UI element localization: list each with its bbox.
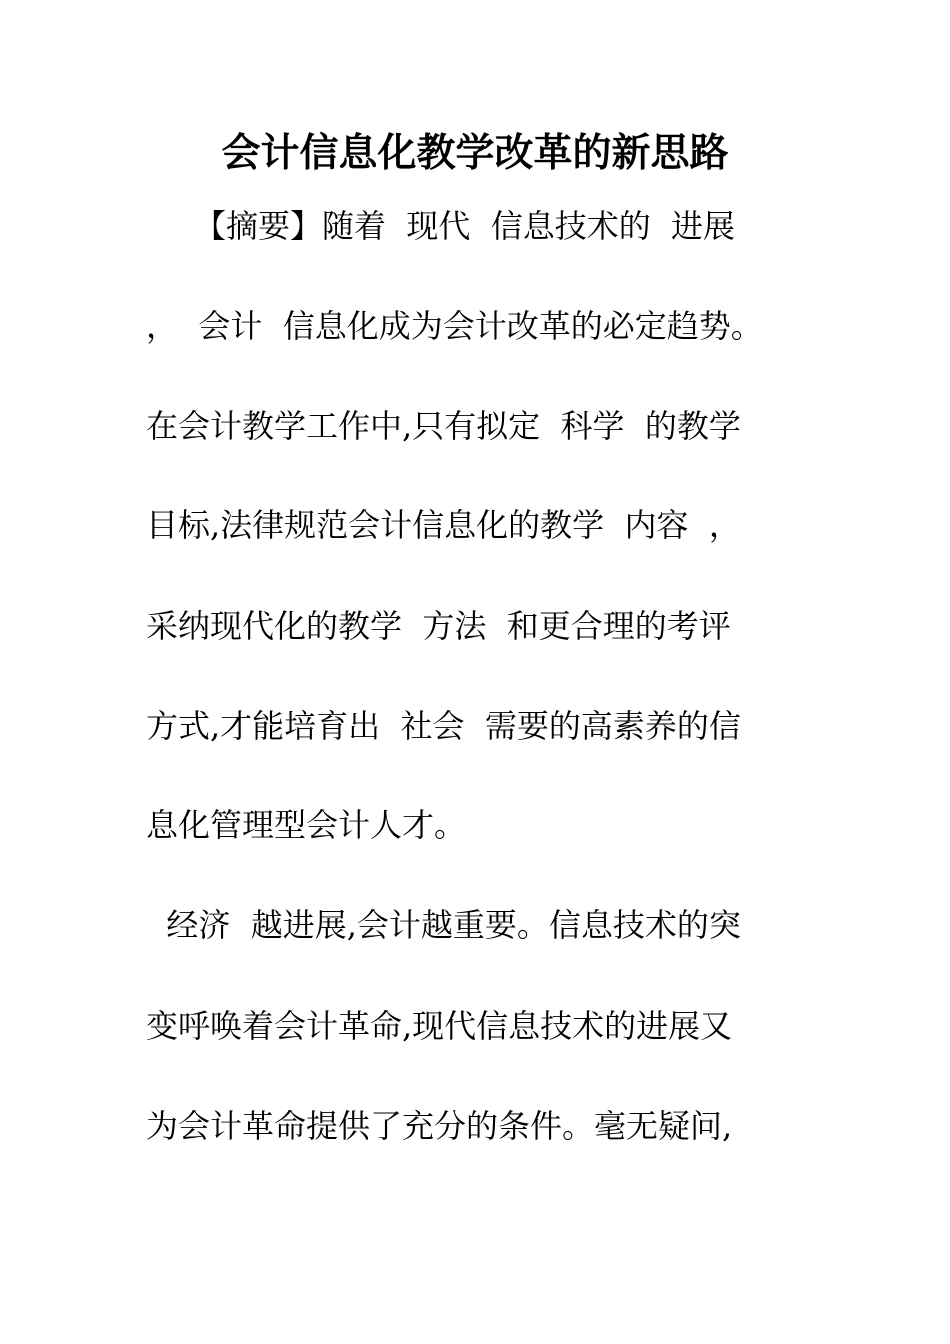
- abstract-line-5: 采纳现代化的教学 方法 和更合理的考评: [146, 607, 731, 645]
- abstract-line-4: 目标,法律规范会计信息化的教学 内容 ，: [146, 506, 741, 544]
- abstract-line-7: 息化管理型会计人才。: [146, 806, 467, 844]
- document-title: 会计信息化教学改革的新思路: [221, 130, 729, 176]
- body-line-1: 经济 越进展,会计越重要。信息技术的突: [146, 906, 741, 944]
- body-line-2: 变呼唤着会计革命,现代信息技术的进展又: [146, 1007, 733, 1045]
- abstract-line-1: 【摘要】随着 现代 信息技术的 进展: [146, 207, 736, 245]
- abstract-line-2: ， 会计 信息化成为会计改革的必定趋势。: [146, 307, 763, 345]
- abstract-line-6: 方式,才能培育出 社会 需要的高素养的信: [146, 707, 741, 745]
- abstract-line-3: 在会计教学工作中,只有拟定 科学 的教学: [146, 407, 741, 445]
- body-line-3: 为会计革命提供了充分的条件。毫无疑问,: [146, 1107, 733, 1145]
